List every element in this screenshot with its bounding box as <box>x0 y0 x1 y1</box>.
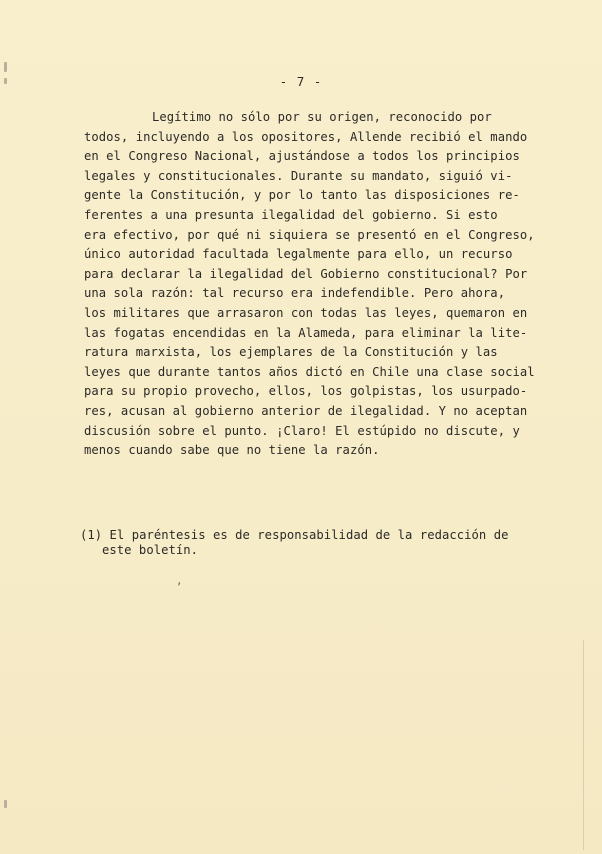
paragraph-line: gente la Constitución, y por lo tanto las disposiciones re- <box>84 188 520 203</box>
page-number: - 7 - <box>279 74 323 89</box>
binding-mark-bottom <box>4 800 7 808</box>
paragraph-line: legales y constitucionales. Durante su mandato, siguió vi- <box>84 168 513 183</box>
paragraph-line: era efectivo, por qué ni siquiera se presentó en el Congreso, <box>84 227 535 242</box>
footnote-line: este boletín. <box>102 542 199 557</box>
paragraph-line: en el Congreso Nacional, ajustándose a todos los principios <box>84 149 520 164</box>
main-paragraph <box>84 108 544 461</box>
binding-mark-top <box>4 62 7 72</box>
paragraph-line: las fogatas encendidas en la Alameda, para eliminar la lite- <box>84 325 528 340</box>
paragraph-line: discusión sobre el punto. ¡Claro! El estúpido no discute, y <box>84 423 520 438</box>
paragraph-line: los militares que arrasaron con todas las leyes, quemaron en <box>84 305 528 320</box>
paragraph-line: Legítimo no sólo por su origen, reconocido por <box>152 110 492 124</box>
paragraph-line: res, acusan al gobierno anterior de ilegalidad. Y no aceptan <box>84 403 528 418</box>
paragraph-line: leyes que durante tantos años dictó en Chile una clase social <box>84 364 535 379</box>
paragraph-line: todos, incluyendo a los opositores, Allende recibió el mando <box>84 129 528 144</box>
paragraph-line: ferentes a una presunta ilegalidad del gobierno. Si esto <box>84 207 498 222</box>
stray-pen-mark: , <box>176 574 183 587</box>
paragraph-line: menos cuando sabe que no tiene la razón. <box>84 443 380 458</box>
paragraph-line: para declarar la ilegalidad del Gobierno constitucional? Por <box>84 266 528 281</box>
paragraph-line: una sola razón: tal recurso era indefendible. Pero ahora, <box>84 286 506 301</box>
scan-edge-shadow <box>583 640 584 850</box>
footnote-line: (1) El paréntesis es de responsabilidad de la redacción de <box>80 528 509 542</box>
footnote <box>80 528 550 557</box>
paragraph-line: para su propio provecho, ellos, los golpistas, los usurpado- <box>84 384 528 399</box>
paragraph-line: único autoridad facultada legalmente para ello, un recurso <box>84 247 513 262</box>
paragraph-line: ratura marxista, los ejemplares de la Constitución y las <box>84 345 498 360</box>
